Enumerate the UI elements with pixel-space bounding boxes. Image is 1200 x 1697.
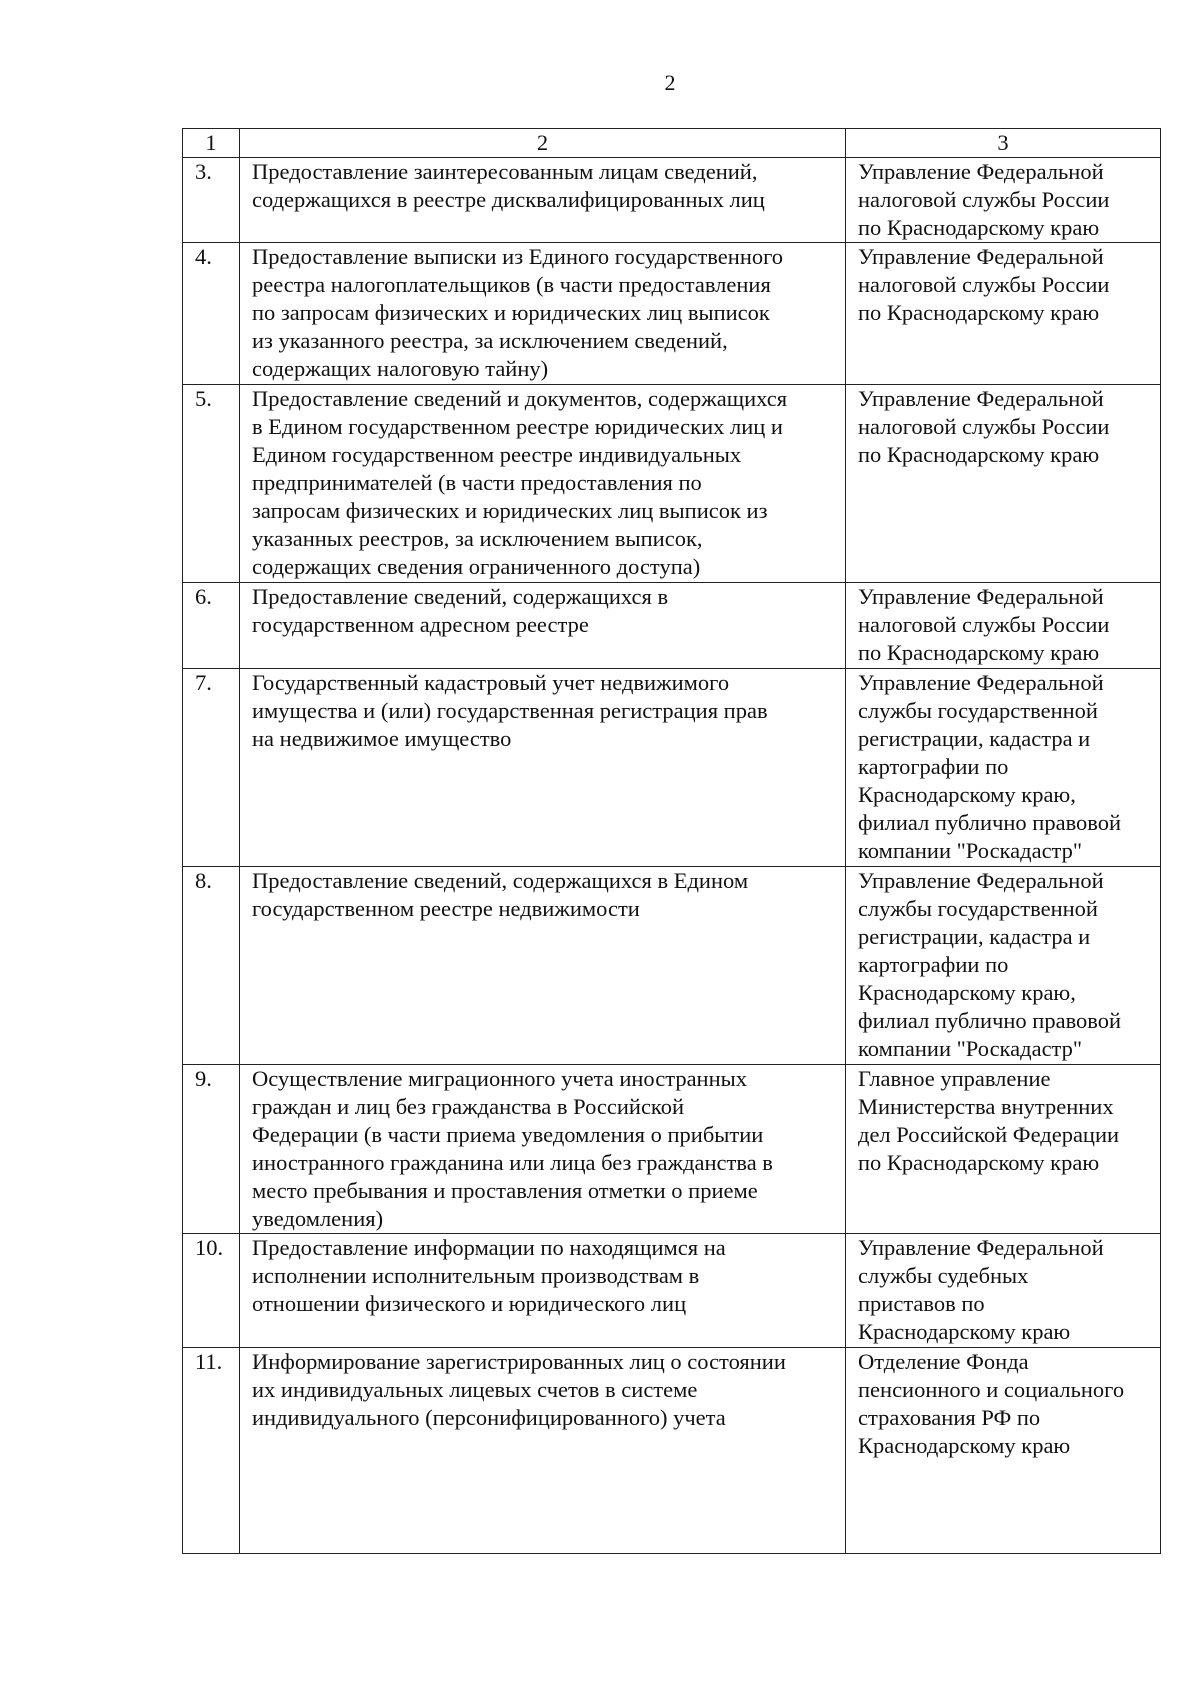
service-name: Предоставление сведений, содержащихся в государственном адресном реестре: [240, 583, 846, 669]
row-number: 7.: [183, 669, 240, 867]
responsible-organization: Управление Федеральной налоговой службы России по Краснодарскому краю: [846, 385, 1161, 583]
service-name: Предоставление сведений, содержащихся в Едином государственном реестре недвижимости: [240, 867, 846, 1065]
responsible-organization: Управление Федеральной службы судебных приставов по Краснодарскому краю: [846, 1234, 1161, 1348]
row-number: 5.: [183, 385, 240, 583]
table-row: [183, 1065, 1161, 1234]
row-number: 11.: [183, 1348, 240, 1554]
service-name: Предоставление заинтересованным лицам сведений, содержащихся в реестре дисквалифицированных лиц: [240, 158, 846, 243]
responsible-organization: Управление Федеральной службы государственной регистрации, кадастра и картографии по Краснодарскому краю, филиал публично правовой компании "Роскадастр": [846, 669, 1161, 867]
header-col-3: 3: [846, 129, 1161, 158]
row-number: 8.: [183, 867, 240, 1065]
table-row: [183, 669, 1161, 867]
table-row: [183, 243, 1161, 385]
responsible-organization: Управление Федеральной налоговой службы России по Краснодарскому краю: [846, 158, 1161, 243]
services-table: [182, 128, 1161, 1554]
service-name: Предоставление информации по находящимся на исполнении исполнительным производствам в отношении физического и юридического лиц: [240, 1234, 846, 1348]
service-name: Государственный кадастровый учет недвижимого имущества и (или) государственная регистрация прав на недвижимое имущество: [240, 669, 846, 867]
row-number: 3.: [183, 158, 240, 243]
page-number: 2: [664, 70, 676, 95]
service-name: Информирование зарегистрированных лиц о состоянии их индивидуальных лицевых счетов в системе индивидуального (персонифицированного) учета: [240, 1348, 846, 1554]
row-number: 10.: [183, 1234, 240, 1348]
header-col-1: 1: [183, 129, 240, 158]
table-row: [183, 1234, 1161, 1348]
responsible-organization: Главное управление Министерства внутренних дел Российской Федерации по Краснодарскому краю: [846, 1065, 1161, 1234]
service-name: Предоставление сведений и документов, содержащихся в Едином государственном реестре юридических лиц и Едином государственном реестре индивидуальных предпринимателей (в части предоставления по запросам физических и юридических лиц выписок из указанных реестров, за исключением выписок, содержащих сведения ограниченного доступа): [240, 385, 846, 583]
header-col-2: 2: [240, 129, 846, 158]
service-name: Предоставление выписки из Единого государственного реестра налогоплательщиков (в части предоставления по запросам физических и юридических лиц выписок из указанного реестра, за исключением сведений, содержащих налоговую тайну): [240, 243, 846, 385]
table-row: [183, 867, 1161, 1065]
row-number: 4.: [183, 243, 240, 385]
responsible-organization: Управление Федеральной налоговой службы России по Краснодарскому краю: [846, 243, 1161, 385]
table-row: [183, 385, 1161, 583]
responsible-organization: Отделение Фонда пенсионного и социального страхования РФ по Краснодарскому краю: [846, 1348, 1161, 1554]
row-number: 6.: [183, 583, 240, 669]
table-row: [183, 1348, 1161, 1554]
responsible-organization: Управление Федеральной службы государственной регистрации, кадастра и картографии по Краснодарскому краю, филиал публично правовой компании "Роскадастр": [846, 867, 1161, 1065]
table-row: [183, 583, 1161, 669]
responsible-organization: Управление Федеральной налоговой службы России по Краснодарскому краю: [846, 583, 1161, 669]
table-row: [183, 158, 1161, 243]
row-number: 9.: [183, 1065, 240, 1234]
table-header-row: [183, 129, 1161, 158]
service-name: Осуществление миграционного учета иностранных граждан и лиц без гражданства в Российской Федерации (в части приема уведомления о прибытии иностранного гражданина или лица без гражданства в место пребывания и проставления отметки о приеме уведомления): [240, 1065, 846, 1234]
